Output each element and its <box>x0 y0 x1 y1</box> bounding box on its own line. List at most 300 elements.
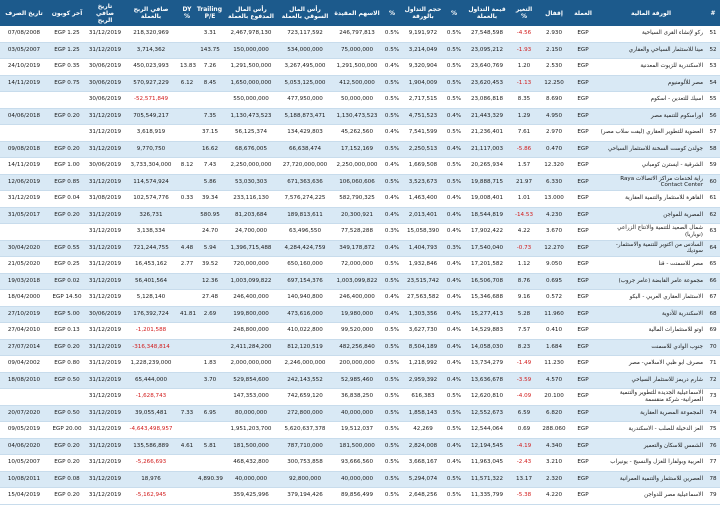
cell-value-pct: 0.4% <box>444 207 464 224</box>
cell-listed-shares: 19,980,000 <box>332 306 382 323</box>
cell-trailing-pe <box>196 455 224 472</box>
cell-listed-shares: 246,400,000 <box>332 290 382 307</box>
cell-last-coupon: EGP 1.00 <box>48 158 86 175</box>
cell-dy-pct <box>178 356 196 373</box>
cell-dy-pct <box>178 323 196 340</box>
cell-security-name[interactable]: القاهرة للاستثمار والتنمية العقارية <box>596 191 706 208</box>
cell-paid-capital: 1,396,715,488 <box>224 240 278 257</box>
cell-trade-value: 12,620,810 <box>464 389 510 406</box>
table-row[interactable] <box>0 273 720 290</box>
cell-close: 0.695 <box>538 273 570 290</box>
cell-trade-value: 21,443,329 <box>464 108 510 125</box>
header-value-pct[interactable]: % <box>444 0 464 26</box>
cell-volume-pct: 0.4% <box>382 240 402 257</box>
cell-currency: EGP <box>570 141 596 158</box>
cell-payout-date: 24/10/2019 <box>0 59 48 76</box>
cell-trade-value: 23,640,769 <box>464 59 510 76</box>
cell-payout-date: 31/05/2017 <box>0 207 48 224</box>
cell-paid-capital: 68,676,005 <box>224 141 278 158</box>
cell-profit-date: 31/08/2019 <box>86 191 124 208</box>
cell-change-pct: 4.22 <box>510 224 538 241</box>
cell-security-name[interactable]: الاسماعيلية مصر للدواجن <box>596 488 706 505</box>
cell-index: 62 <box>706 207 720 224</box>
cell-change-pct: -5.86 <box>510 141 538 158</box>
cell-security-name[interactable]: راية لخدمات مراكز الاتصالات Raya Contact Center <box>596 174 706 191</box>
cell-security-name[interactable]: مجموعة عامر القابضة (عامر جروب) <box>596 273 706 290</box>
cell-listed-shares: 1,130,473,523 <box>332 108 382 125</box>
cell-currency: EGP <box>570 158 596 175</box>
cell-trailing-pe: 7.35 <box>196 108 224 125</box>
cell-security-name[interactable]: الشمس للاسكان والتعمير <box>596 438 706 455</box>
cell-payout-date <box>0 389 48 406</box>
cell-close: 6.330 <box>538 174 570 191</box>
cell-payout-date: 09/04/2002 <box>0 356 48 373</box>
cell-dy-pct <box>178 174 196 191</box>
cell-trade-value: 12,544,064 <box>464 422 510 439</box>
cell-value-pct: 0.5% <box>444 92 464 109</box>
cell-trade-volume: 9,320,904 <box>402 59 444 76</box>
cell-security-name[interactable]: اوراسكوم للتنمية مصر <box>596 108 706 125</box>
cell-profit-date: 31/12/2019 <box>86 438 124 455</box>
cell-net-profit: 102,574,776 <box>124 191 178 208</box>
cell-dy-pct <box>178 26 196 42</box>
cell-trade-value: 27,548,598 <box>464 26 510 42</box>
cell-close: 2.970 <box>538 125 570 142</box>
cell-value-pct: 0.4% <box>444 339 464 356</box>
cell-security-name[interactable]: مصرف ابو ظبي الاسلامي- مصر <box>596 356 706 373</box>
cell-listed-shares: 99,520,000 <box>332 323 382 340</box>
cell-market-cap: 27,720,000,000 <box>278 158 332 175</box>
cell-change-pct: -1.49 <box>510 356 538 373</box>
cell-index: 69 <box>706 323 720 340</box>
cell-trade-volume: 1,904,009 <box>402 75 444 92</box>
cell-last-coupon: EGP 5.00 <box>48 306 86 323</box>
table-row[interactable] <box>0 207 720 224</box>
cell-currency: EGP <box>570 290 596 307</box>
cell-last-coupon: EGP 0.13 <box>48 323 86 340</box>
cell-market-cap: 5,620,637,378 <box>278 422 332 439</box>
cell-trailing-pe <box>196 92 224 109</box>
cell-volume-pct: 0.5% <box>382 108 402 125</box>
cell-dy-pct <box>178 125 196 142</box>
cell-trade-value: 17,201,582 <box>464 257 510 274</box>
table-row[interactable] <box>0 75 720 92</box>
cell-volume-pct: 0.5% <box>382 455 402 472</box>
cell-trade-volume: 15,058,390 <box>402 224 444 241</box>
cell-trade-value: 14,058,030 <box>464 339 510 356</box>
cell-profit-date: 30/06/2019 <box>86 158 124 175</box>
cell-last-coupon <box>48 92 86 109</box>
cell-index: 75 <box>706 422 720 439</box>
cell-change-pct: 6.59 <box>510 405 538 422</box>
cell-dy-pct <box>178 471 196 488</box>
cell-market-cap: 140,940,800 <box>278 290 332 307</box>
cell-profit-date: 31/12/2019 <box>86 125 124 142</box>
table-row[interactable] <box>0 339 720 356</box>
cell-security-name[interactable]: ركو لإنشاء القرى السياحية <box>596 26 706 42</box>
cell-profit-date: 31/12/2019 <box>86 455 124 472</box>
table-row[interactable] <box>0 141 720 158</box>
header-paid-capital[interactable]: رأس المال المدفوع بالعملة <box>224 0 278 26</box>
cell-value-pct: 0.4% <box>444 108 464 125</box>
cell-security-name[interactable]: مصر للاسمنت - قنا <box>596 257 706 274</box>
cell-dy-pct <box>178 488 196 505</box>
cell-profit-date: 30/06/2019 <box>86 92 124 109</box>
cell-last-coupon: EGP 0.50 <box>48 372 86 389</box>
cell-volume-pct: 0.5% <box>382 92 402 109</box>
table-row[interactable] <box>0 158 720 175</box>
cell-paid-capital: 720,000,000 <box>224 257 278 274</box>
table-row[interactable] <box>0 108 720 125</box>
cell-market-cap: 3,267,495,000 <box>278 59 332 76</box>
cell-last-coupon: EGP 0.75 <box>48 75 86 92</box>
cell-payout-date: 10/05/2007 <box>0 455 48 472</box>
cell-currency: EGP <box>570 257 596 274</box>
cell-listed-shares: 412,500,000 <box>332 75 382 92</box>
cell-security-name[interactable]: شمال الصعيد للتنمية والانتاج الزراعي (نوباريا) <box>596 224 706 241</box>
cell-value-pct: 0.4% <box>444 372 464 389</box>
cell-security-name[interactable]: الاسكندرية للأدوية <box>596 306 706 323</box>
cell-value-pct: 0.5% <box>444 42 464 59</box>
cell-value-pct: 0.4% <box>444 455 464 472</box>
cell-profit-date: 31/12/2019 <box>86 290 124 307</box>
cell-security-name[interactable]: شارم دريمز للاستثمار السياحي <box>596 372 706 389</box>
cell-value-pct: 0.5% <box>444 405 464 422</box>
cell-change-pct: -14.53 <box>510 207 538 224</box>
cell-value-pct: 0.5% <box>444 422 464 439</box>
cell-trade-volume: 2,013,401 <box>402 207 444 224</box>
cell-profit-date: 31/12/2019 <box>86 141 124 158</box>
cell-paid-capital: 246,400,000 <box>224 290 278 307</box>
table-row[interactable] <box>0 438 720 455</box>
cell-net-profit: 135,586,889 <box>124 438 178 455</box>
cell-index: 79 <box>706 488 720 505</box>
cell-profit-date: 31/12/2019 <box>86 471 124 488</box>
cell-trade-volume: 1,858,143 <box>402 405 444 422</box>
cell-security-name[interactable]: العز الدخيلة للصلب - الاسكندرية <box>596 422 706 439</box>
cell-trailing-pe <box>196 389 224 406</box>
cell-trade-value: 13,636,678 <box>464 372 510 389</box>
cell-security-name[interactable]: جولدن كوست السخنة للاستثمار السياحي <box>596 141 706 158</box>
table-row[interactable] <box>0 240 720 257</box>
cell-net-profit: 114,574,924 <box>124 174 178 191</box>
cell-payout-date: 09/05/2019 <box>0 422 48 439</box>
cell-close: 4.230 <box>538 207 570 224</box>
cell-trade-value: 20,265,934 <box>464 158 510 175</box>
header-market-cap[interactable]: رأس المال السوقي بالعملة <box>278 0 332 26</box>
cell-payout-date: 15/04/2019 <box>0 488 48 505</box>
header-security[interactable]: الورقة المالية <box>596 0 706 26</box>
cell-market-cap: 697,154,376 <box>278 273 332 290</box>
cell-net-profit: 3,138,334 <box>124 224 178 241</box>
table-row[interactable] <box>0 290 720 307</box>
header-profit-date[interactable]: تاريخ صافي الربح <box>86 0 124 26</box>
cell-security-name[interactable]: مينا للاستثمار السياحي والعقاري <box>596 42 706 59</box>
cell-paid-capital: 40,000,000 <box>224 471 278 488</box>
cell-security-name[interactable]: العضوية للتطوير العقاري (ليفت سلاب مصر) <box>596 125 706 142</box>
cell-close: 4.340 <box>538 438 570 455</box>
table-row[interactable] <box>0 42 720 59</box>
cell-trade-value: 23,620,453 <box>464 75 510 92</box>
cell-volume-pct: 0.5% <box>382 75 402 92</box>
cell-net-profit: 705,549,217 <box>124 108 178 125</box>
cell-paid-capital: 147,353,000 <box>224 389 278 406</box>
cell-index: 57 <box>706 125 720 142</box>
cell-listed-shares: 1,003,099,822 <box>332 273 382 290</box>
table-row[interactable] <box>0 405 720 422</box>
header-volume-pct[interactable]: % <box>382 0 402 26</box>
cell-paid-capital: 1,650,000,000 <box>224 75 278 92</box>
cell-trade-volume: 3,668,167 <box>402 455 444 472</box>
table-row[interactable] <box>0 257 720 274</box>
header-dy-pct[interactable]: DY % <box>178 0 196 26</box>
cell-value-pct: 0.4% <box>444 224 464 241</box>
table-row[interactable] <box>0 455 720 472</box>
cell-trade-volume: 1,218,992 <box>402 356 444 373</box>
cell-trade-value: 19,888,715 <box>464 174 510 191</box>
cell-trailing-pe <box>196 339 224 356</box>
cell-value-pct: 0.4% <box>444 306 464 323</box>
cell-trailing-pe: 1.83 <box>196 356 224 373</box>
cell-listed-shares: 20,300,921 <box>332 207 382 224</box>
header-net-profit[interactable]: صافي الربح بالعملة <box>124 0 178 26</box>
cell-trade-value: 16,506,708 <box>464 273 510 290</box>
cell-volume-pct: 0.5% <box>382 339 402 356</box>
cell-market-cap: 473,616,000 <box>278 306 332 323</box>
cell-value-pct: 0.4% <box>444 438 464 455</box>
table-row[interactable] <box>0 26 720 42</box>
cell-trade-volume: 3,523,673 <box>402 174 444 191</box>
header-currency[interactable]: العملة <box>570 0 596 26</box>
cell-trailing-pe: 27.48 <box>196 290 224 307</box>
cell-change-pct: 1.01 <box>510 191 538 208</box>
cell-trade-volume: 1,463,400 <box>402 191 444 208</box>
cell-listed-shares: 19,512,037 <box>332 422 382 439</box>
cell-index: 66 <box>706 273 720 290</box>
cell-currency: EGP <box>570 108 596 125</box>
cell-last-coupon: EGP 0.35 <box>48 59 86 76</box>
cell-trailing-pe: 5.81 <box>196 438 224 455</box>
cell-value-pct: 0.5% <box>444 488 464 505</box>
cell-paid-capital: 359,425,996 <box>224 488 278 505</box>
cell-dy-pct <box>178 455 196 472</box>
cell-security-name[interactable]: المصرية للمواجن <box>596 207 706 224</box>
header-trailing-pe[interactable]: Trailing P/E <box>196 0 224 26</box>
header-trade-volume[interactable]: حجم التداول بالورقة <box>402 0 444 26</box>
cell-trailing-pe: 6.95 <box>196 405 224 422</box>
cell-volume-pct: 0.4% <box>382 191 402 208</box>
table-row[interactable] <box>0 471 720 488</box>
cell-payout-date: 18/08/2010 <box>0 372 48 389</box>
cell-last-coupon: EGP 0.85 <box>48 174 86 191</box>
cell-trade-volume: 2,717,515 <box>402 92 444 109</box>
cell-payout-date: 03/05/2007 <box>0 42 48 59</box>
cell-paid-capital: 248,800,000 <box>224 323 278 340</box>
cell-change-pct: 7.61 <box>510 125 538 142</box>
cell-security-name[interactable]: اوتو للاستثمارات المالية <box>596 323 706 340</box>
cell-trailing-pe: 143.75 <box>196 42 224 59</box>
cell-listed-shares: 2,250,000,000 <box>332 158 382 175</box>
cell-profit-date: 31/12/2019 <box>86 26 124 42</box>
cell-index: 64 <box>706 240 720 257</box>
cell-security-name[interactable]: الشرقية - ايسترن كومباني <box>596 158 706 175</box>
table-row[interactable] <box>0 59 720 76</box>
cell-payout-date: 19/03/2018 <box>0 273 48 290</box>
header-close[interactable]: إقفال <box>538 0 570 26</box>
cell-trade-value: 15,277,413 <box>464 306 510 323</box>
table-row[interactable] <box>0 356 720 373</box>
cell-volume-pct: 0.4% <box>382 59 402 76</box>
cell-paid-capital: 1,291,500,000 <box>224 59 278 76</box>
cell-market-cap: 379,194,426 <box>278 488 332 505</box>
table-row[interactable] <box>0 323 720 340</box>
cell-security-name[interactable]: العربية وبولفارا للغزل والنسيج - يونيراب <box>596 455 706 472</box>
cell-security-name[interactable]: الاسكندرية للزيوت المعدنية <box>596 59 706 76</box>
cell-net-profit: 1,228,239,000 <box>124 356 178 373</box>
table-row[interactable] <box>0 92 720 109</box>
cell-trade-volume: 9,191,972 <box>402 26 444 42</box>
cell-listed-shares: 200,000,000 <box>332 356 382 373</box>
cell-listed-shares: 40,000,000 <box>332 405 382 422</box>
table-row[interactable] <box>0 306 720 323</box>
cell-close: 2.930 <box>538 26 570 42</box>
header-index[interactable]: # <box>706 0 720 26</box>
header-last-coupon[interactable]: آخر كوبون <box>48 0 86 26</box>
cell-profit-date: 31/12/2019 <box>86 389 124 406</box>
cell-close: 3.670 <box>538 224 570 241</box>
cell-change-pct: -3.59 <box>510 372 538 389</box>
cell-security-name[interactable]: الاستثمار العقاري العربي - اليكو <box>596 290 706 307</box>
cell-volume-pct: 0.5% <box>382 257 402 274</box>
cell-net-profit: -52,571,849 <box>124 92 178 109</box>
cell-volume-pct: 0.5% <box>382 471 402 488</box>
cell-profit-date: 31/12/2019 <box>86 273 124 290</box>
cell-listed-shares: 582,790,325 <box>332 191 382 208</box>
cell-net-profit: -316,348,814 <box>124 339 178 356</box>
cell-market-cap: 2,246,000,000 <box>278 356 332 373</box>
cell-index: 71 <box>706 356 720 373</box>
header-payout-date[interactable]: تاريخ الصرف <box>0 0 48 26</box>
table-row[interactable] <box>0 389 720 406</box>
cell-index: 77 <box>706 455 720 472</box>
cell-trailing-pe: 39.34 <box>196 191 224 208</box>
cell-security-name[interactable]: مصر للألومنيوم <box>596 75 706 92</box>
cell-currency: EGP <box>570 26 596 42</box>
cell-trade-value: 14,529,883 <box>464 323 510 340</box>
cell-change-pct: 7.57 <box>510 323 538 340</box>
cell-trade-volume: 1,932,846 <box>402 257 444 274</box>
cell-profit-date: 31/12/2019 <box>86 323 124 340</box>
cell-close: 12.250 <box>538 75 570 92</box>
cell-listed-shares: 181,500,000 <box>332 438 382 455</box>
cell-market-cap: 410,022,800 <box>278 323 332 340</box>
table-row[interactable] <box>0 488 720 505</box>
table-header <box>0 0 720 26</box>
header-listed-shares[interactable]: الاسهم المقيدة <box>332 0 382 26</box>
cell-security-name[interactable]: جنوب الوادي للاسمنت <box>596 339 706 356</box>
cell-security-name[interactable]: العصرين للاستثمار والتنمية العمرانية <box>596 471 706 488</box>
cell-close: 20.100 <box>538 389 570 406</box>
cell-paid-capital: 56,125,374 <box>224 125 278 142</box>
header-change-pct[interactable]: التغير % <box>510 0 538 26</box>
cell-market-cap: 272,800,000 <box>278 405 332 422</box>
cell-paid-capital: 468,432,800 <box>224 455 278 472</box>
cell-payout-date: 07/08/2008 <box>0 26 48 42</box>
cell-close: 0.572 <box>538 290 570 307</box>
header-trade-value[interactable]: قيمة التداول بالعملة <box>464 0 510 26</box>
cell-security-name[interactable]: الاسماعيلية الجديدة للتطوير والتنمية العمرانية- شركة منقسمة <box>596 389 706 406</box>
table-row[interactable] <box>0 372 720 389</box>
cell-net-profit: 218,320,969 <box>124 26 178 42</box>
table-row[interactable] <box>0 174 720 191</box>
table-row[interactable] <box>0 422 720 439</box>
cell-volume-pct: 0.4% <box>382 158 402 175</box>
cell-profit-date: 31/12/2019 <box>86 257 124 274</box>
table-row[interactable] <box>0 224 720 241</box>
table-row[interactable] <box>0 191 720 208</box>
cell-index: 59 <box>706 158 720 175</box>
cell-net-profit: 570,927,229 <box>124 75 178 92</box>
cell-dy-pct: 4.61 <box>178 438 196 455</box>
cell-currency: EGP <box>570 207 596 224</box>
cell-currency: EGP <box>570 273 596 290</box>
cell-volume-pct: 0.5% <box>382 422 402 439</box>
cell-dy-pct: 8.12 <box>178 158 196 175</box>
cell-value-pct: 0.4% <box>444 191 464 208</box>
cell-trade-volume: 23,515,742 <box>402 273 444 290</box>
cell-security-name[interactable]: اسيك للتعدين - اسكوم <box>596 92 706 109</box>
cell-paid-capital: 1,951,203,700 <box>224 422 278 439</box>
cell-volume-pct: 0.5% <box>382 438 402 455</box>
cell-change-pct: -2.43 <box>510 455 538 472</box>
cell-last-coupon: EGP 14.50 <box>48 290 86 307</box>
cell-profit-date: 30/06/2019 <box>86 75 124 92</box>
cell-trade-value: 12,194,545 <box>464 438 510 455</box>
cell-volume-pct: 0.4% <box>382 207 402 224</box>
cell-market-cap: 787,710,000 <box>278 438 332 455</box>
table-body <box>0 26 720 504</box>
cell-trailing-pe <box>196 422 224 439</box>
cell-profit-date: 31/12/2019 <box>86 422 124 439</box>
cell-currency: EGP <box>570 92 596 109</box>
cell-trade-volume: 1,404,793 <box>402 240 444 257</box>
cell-listed-shares: 40,000,000 <box>332 471 382 488</box>
cell-profit-date: 31/12/2019 <box>86 240 124 257</box>
cell-paid-capital: 80,000,000 <box>224 405 278 422</box>
cell-close: 9.050 <box>538 257 570 274</box>
cell-profit-date: 31/12/2019 <box>86 356 124 373</box>
cell-last-coupon: EGP 20.00 <box>48 422 86 439</box>
cell-trailing-pe: 2.69 <box>196 306 224 323</box>
cell-close: 8.690 <box>538 92 570 109</box>
cell-change-pct: 21.97 <box>510 174 538 191</box>
cell-trade-volume: 4,751,523 <box>402 108 444 125</box>
cell-change-pct: 9.16 <box>510 290 538 307</box>
cell-trade-value: 17,902,422 <box>464 224 510 241</box>
cell-listed-shares: 106,060,606 <box>332 174 382 191</box>
cell-trailing-pe: 5.86 <box>196 174 224 191</box>
cell-close: 0.410 <box>538 323 570 340</box>
cell-trailing-pe: 5.94 <box>196 240 224 257</box>
cell-payout-date: 30/04/2020 <box>0 240 48 257</box>
table-row[interactable] <box>0 125 720 142</box>
cell-paid-capital: 1,130,473,523 <box>224 108 278 125</box>
cell-security-name[interactable]: المجموعة المصرية العقارية <box>596 405 706 422</box>
cell-security-name[interactable]: السادس من اكتوبر للتنمية والاستثمار- سوديك <box>596 240 706 257</box>
cell-dy-pct: 41.81 <box>178 306 196 323</box>
cell-change-pct: 0.69 <box>510 422 538 439</box>
cell-index: 74 <box>706 405 720 422</box>
